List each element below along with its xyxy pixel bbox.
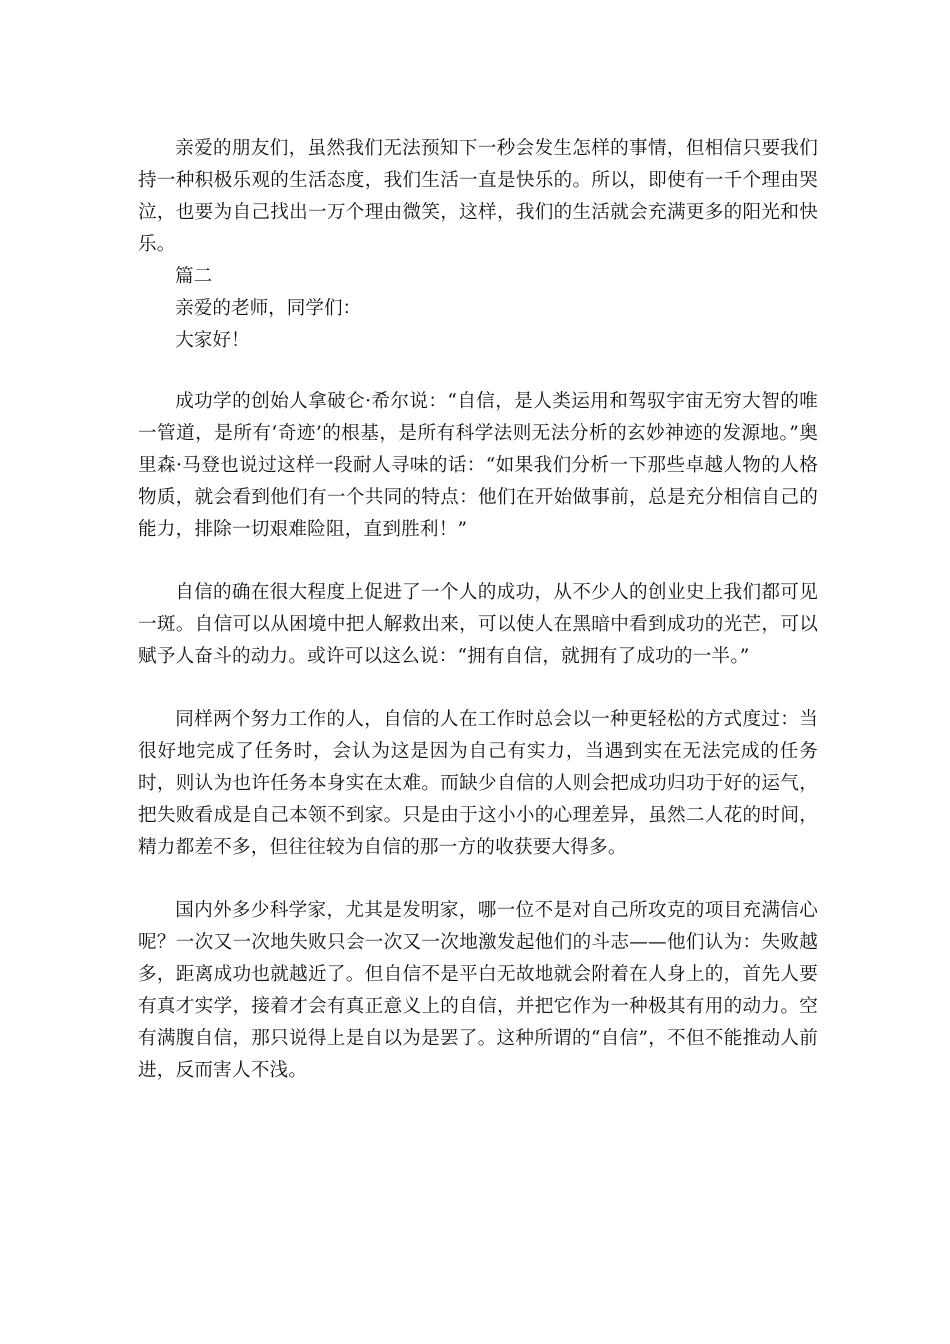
paragraph-quotes: 成功学的创始人拿破仑·希尔说：“自信，是人类运用和驾驭宇宙无穷大智的唯一管道，是所有‘奇迹’的根基，是所有科学法则无法分析的玄妙神迹的发源地。”奥里森·马登也说过这样一段耐人寻味的话：“如果我们分析一下那些卓越人物的人格物质，就会看到他们有一个共同的特点：他们在开始做事前，总是充分相信自己的能力，排除一切艰难险阻，直到胜利！” — [138, 391, 818, 540]
paragraph-closing-remarks: 亲爱的朋友们，虽然我们无法预知下一秒会发生怎样的事情，但相信只要我们持一种积极乐观的生活态度，我们生活一直是快乐的。所以，即使有一千个理由哭泣，也要为自己找出一万个理由微笑，这样，我们的生活就会充满更多的阳光和快乐。 — [138, 138, 818, 255]
document-body — [138, 133, 818, 1087]
salutation: 亲爱的老师，同学们： — [175, 298, 362, 319]
paragraph-scientists: 国内外多少科学家，尤其是发明家，哪一位不是对自己所攻克的项目充满信心呢？一次又一次地失败只会一次又一次地激发起他们的斗志——他们认为：失败越多，距离成功也就越近了。但自信不是平白无故地就会附着在人身上的，首先人要有真才实学，接着才会有真正意义上的自信，并把它作为一种极其有用的动力。空有满腹自信，那只说得上是自以为是罢了。这种所谓的“自信”，不但不能推动人前进，反而害人不浅。 — [138, 900, 818, 1081]
paragraph-two-workers: 同样两个努力工作的人，自信的人在工作时总会以一种更轻松的方式度过：当很好地完成了任务时，会认为这是因为自己有实力，当遇到实在无法完成的任务时，则认为也许任务本身实在太难。而缺少自信的人则会把成功归功于好的运气，把失败看成是自己本领不到家。只是由于这小小的心理差异，虽然二人花的时间，精力都差不多，但往往较为自信的那一方的收获要大得多。 — [138, 709, 818, 858]
paragraph-confidence-success: 自信的确在很大程度上促进了一个人的成功，从不少人的创业史上我们都可见一斑。自信可以从困境中把人解救出来，可以使人在黑暗中看到成功的光芒，可以赋予人奋斗的动力。或许可以这么说：“拥有自信，就拥有了成功的一半。” — [138, 582, 818, 667]
greeting: 大家好！ — [175, 330, 250, 351]
section-heading: 篇二 — [175, 266, 213, 287]
